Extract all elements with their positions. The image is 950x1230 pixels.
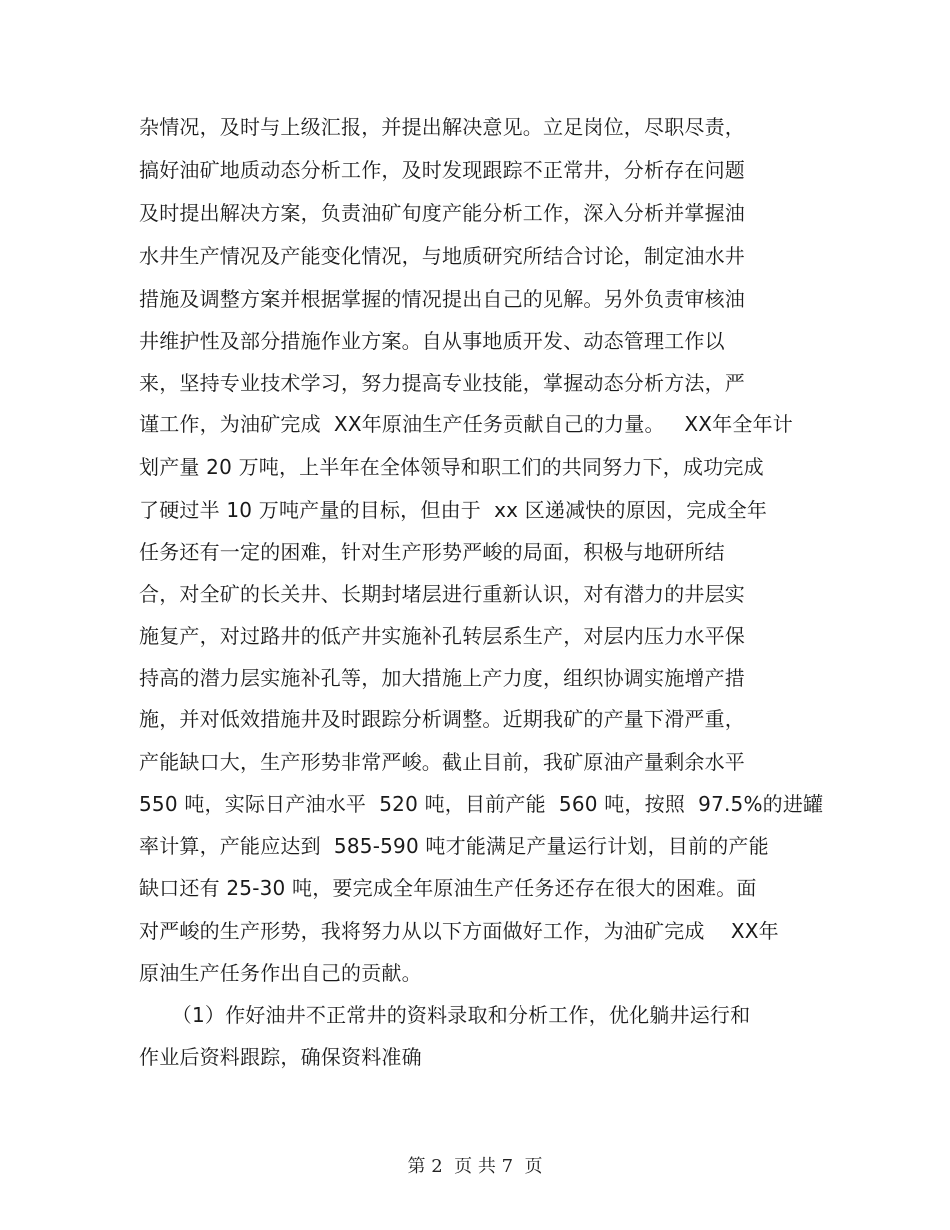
body-line-17: 550 吨，实际日产油水平 520 吨，目前产能 560 吨，按照 97.5%的进罐	[139, 792, 824, 816]
body-line-6: 井维护性及部分措施作业方案。自从事地质开发、动态管理工作以	[139, 329, 725, 353]
body-line-11: 任务还有一定的困难，针对生产形势严峻的局面，积极与地研所结	[139, 540, 725, 564]
body-line-1: 杂情况，及时与上级汇报，并提出解决意见。立足岗位，尽职尽责，	[139, 115, 745, 139]
body-line-8: 谨工作，为油矿完成 XX年原油生产任务贡献自己的力量。 XX年全年计	[139, 412, 793, 436]
body-line-15: 施，并对低效措施井及时跟踪分析调整。近期我矿的产量下滑严重，	[139, 707, 745, 731]
body-line-18: 率计算，产能应达到 585-590 吨才能满足产量运行计划，目前的产能	[139, 834, 769, 858]
body-line-12: 合，对全矿的长关井、长期封堵层进行重新认识，对有潜力的井层实	[139, 582, 745, 606]
body-line-21: 原油生产任务作出自己的贡献。	[139, 961, 422, 985]
body-line-3: 及时提出解决方案，负责油矿旬度产能分析工作，深入分析并掌握油	[139, 201, 745, 225]
body-line-2: 搞好油矿地质动态分析工作，及时发现跟踪不正常井，分析存在问题	[139, 158, 745, 182]
body-line-10: 了硬过半 10 万吨产量的目标，但由于 xx 区递减快的原因，完成全年	[139, 498, 768, 522]
body-line-22: （1）作好油井不正常井的资料录取和分析工作，优化躺井运行和	[139, 1003, 751, 1027]
body-line-5: 措施及调整方案并根据掌握的情况提出自己的见解。另外负责审核油	[139, 287, 745, 311]
body-line-16: 产能缺口大，生产形势非常严峻。截止目前，我矿原油产量剩余水平	[139, 750, 745, 774]
body-line-9: 划产量 20 万吨，上半年在全体领导和职工们的共同努力下，成功完成	[139, 455, 764, 479]
body-line-7: 来，坚持专业技术学习，努力提高专业技能，掌握动态分析方法，严	[139, 371, 745, 395]
body-line-20: 对严峻的生产形势，我将努力从以下方面做好工作，为油矿完成 XX年	[139, 919, 779, 943]
body-line-14: 持高的潜力层实施补孔等，加大措施上产力度，组织协调实施增产措	[139, 666, 745, 690]
body-line-23: 作业后资料跟踪，确保资料准确	[139, 1045, 422, 1069]
body-line-4: 水井生产情况及产能变化情况，与地质研究所结合讨论，制定油水井	[139, 244, 745, 268]
body-line-13: 施复产，对过路井的低产井实施补孔转层系生产，对层内压力水平保	[139, 624, 745, 648]
page-number-footer: 第 2 页 共 7 页	[407, 1156, 543, 1177]
body-line-19: 缺口还有 25-30 吨，要完成全年原油生产任务还存在很大的困难。面	[139, 876, 757, 900]
